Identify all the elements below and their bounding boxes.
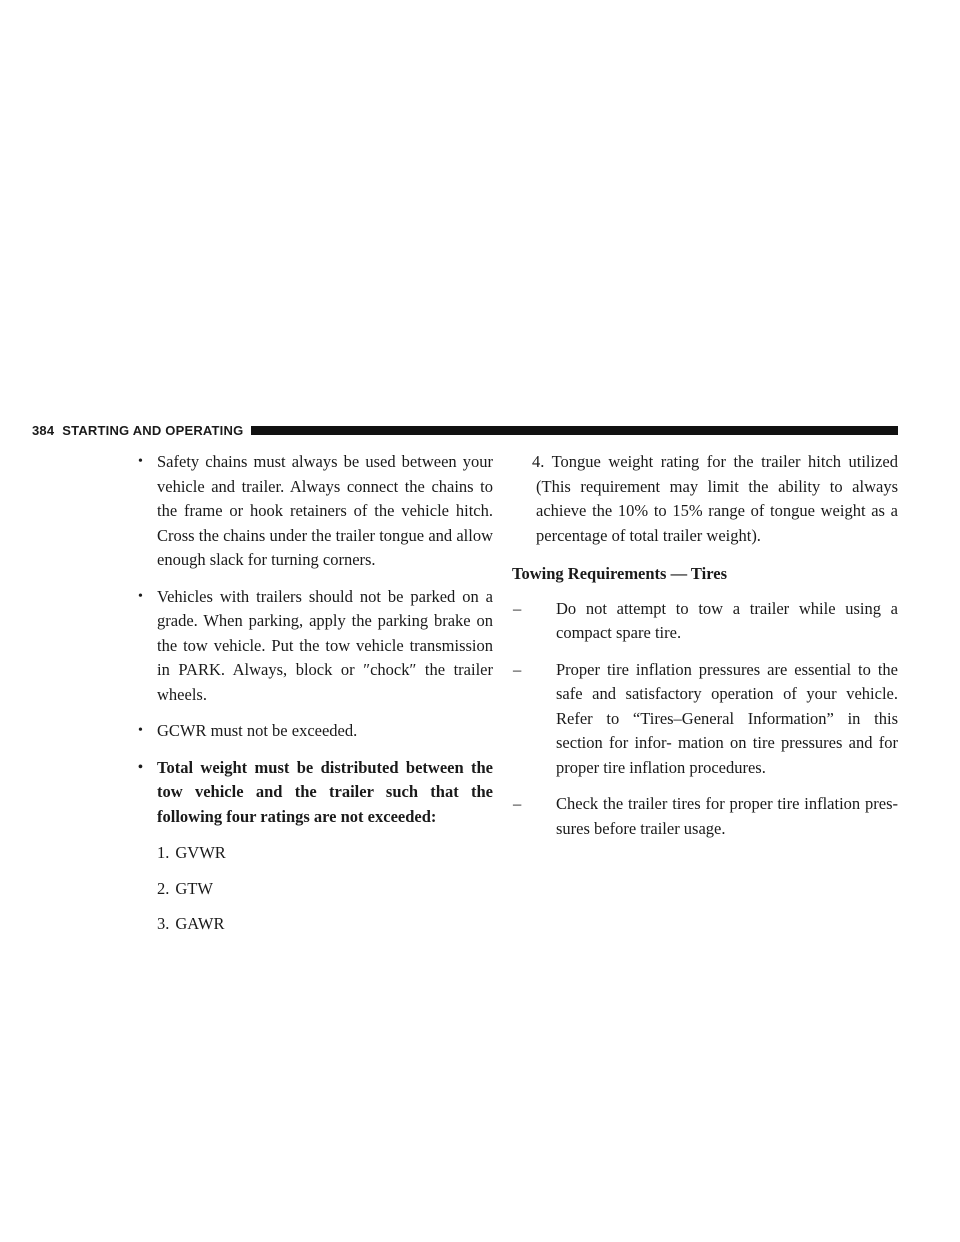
dash-text: Check the trailer tires for proper tire inflation pres- sures before trailer usage. [556, 794, 898, 838]
rating-number: 2. [157, 878, 170, 898]
bullet-marker: • [138, 588, 143, 604]
left-column [135, 450, 493, 948]
rating-number: 1. [157, 843, 170, 862]
bullet-parking-grade [135, 585, 493, 708]
dash-marker: – [513, 794, 522, 813]
bullet-text: Safety chains must always be used between your vehicle and trailer. Always connect the chains to the frame or hook retainers of the vehicle hitch. Cross the chains under the trailer tongue and allow enough slack for turning corners. [157, 452, 493, 569]
dash-marker: – [513, 598, 522, 618]
rating-number: 3. [157, 914, 170, 933]
rating-item-gvwr [135, 841, 493, 866]
rating-text: GTW [175, 878, 213, 898]
page-number: 384 [32, 422, 55, 438]
bullet-marker: • [138, 723, 143, 738]
rating-text: GAWR [175, 914, 225, 933]
dash-item-check-trailer-tires [512, 792, 898, 841]
page-header [32, 421, 898, 439]
right-column [512, 450, 898, 853]
bullet-total-weight [135, 756, 493, 830]
bullet-text: Vehicles with trailers should not be parked on a grade. When parking, apply the parking brake on the tow vehicle. Put the tow vehicle transmission in PARK. Always, block or ″chock″ the trailer wheels. [157, 586, 493, 704]
section-heading-tires: Towing Requirements — Tires [512, 564, 727, 583]
header-rule [251, 426, 898, 435]
dash-item-inflation [512, 658, 898, 781]
bullet-text: Total weight must be distributed between the tow vehicle and the trailer such that the following four ratings are not exceeded: [157, 757, 493, 826]
bullet-gcwr [135, 719, 493, 744]
dash-text: Proper tire inflation pressures are essential to the safe and satisfactory operation of your vehicle. Refer to “Tires–General Information” in this section for infor- mation on tire pressures and for proper tire inflation procedures. [556, 659, 898, 777]
dash-marker: – [513, 659, 522, 679]
rating-item-gawr [135, 912, 493, 937]
bullet-text: GCWR must not be exceeded. [157, 721, 358, 740]
dash-text: Do not attempt to tow a trailer while using a compact spare tire. [556, 598, 898, 642]
rating-item-gtw [135, 877, 493, 902]
rating-item-tongue-weight: 4. Tongue weight rating for the trailer hitch utilized (This requirement may limit the ability to always achieve the 10% to 15% range of tongue weight as a percentage of total trailer weight). [532, 452, 898, 545]
rating-text: GVWR [175, 843, 226, 862]
section-title: STARTING AND OPERATING [62, 422, 244, 438]
bullet-safety-chains [135, 450, 493, 573]
dash-item-compact-spare [512, 597, 898, 646]
bullet-marker: • [138, 759, 143, 775]
bullet-marker: • [138, 454, 143, 469]
